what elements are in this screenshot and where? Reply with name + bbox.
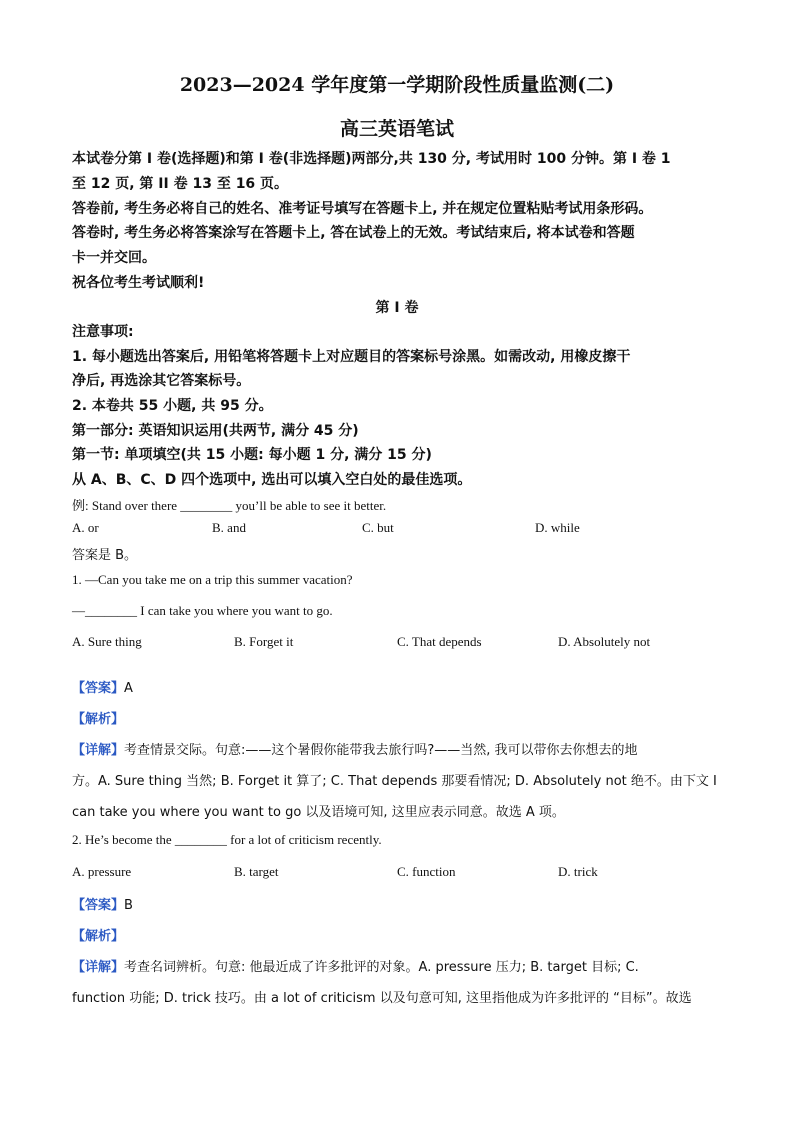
q1-analysis <box>72 708 124 727</box>
q1-option-a: A. Sure thing <box>72 634 142 649</box>
notes-line: 1. 每小题选出答案后, 用铅笔将答题卡上对应题目的答案标号涂黑。如需改动, 用橡皮擦干 <box>72 349 631 365</box>
q1-answer <box>72 677 133 696</box>
section-title: 第 I 卷 <box>375 300 419 316</box>
q1-option-c: C. That depends <box>397 634 482 649</box>
answer-value: A <box>124 681 133 696</box>
q2-answer <box>72 894 133 913</box>
q1-detail-line: 方。A. Sure thing 当然; B. Forget it 算了; C. That depends 那要看情况; D. Absolutely not 绝不。由下文 I <box>72 774 717 789</box>
detail-label: 【详解】 <box>72 743 125 758</box>
q2-option-c: C. function <box>397 864 456 879</box>
q1-detail-line: can take you where you want to go 以及语境可知, 这里应表示同意。故选 A 项。 <box>72 805 565 820</box>
q2-option-b: B. target <box>234 864 279 879</box>
example-answer: 答案是 B。 <box>72 548 138 563</box>
answer-value: B <box>124 898 133 913</box>
q2-stem: 2. He’s become the ________ for a lot of criticism recently. <box>72 832 382 847</box>
exam-subtitle: 高三英语笔试 <box>339 118 454 140</box>
intro-line: 答卷前, 考生务必将自己的姓名、准考证号填写在答题卡上, 并在规定位置粘贴考试用条形码。 <box>72 201 653 217</box>
analysis-label: 【解析】 <box>72 929 125 944</box>
example-option-a: A. or <box>72 520 99 535</box>
answer-label: 【答案】 <box>72 681 125 696</box>
q1-detail-line: 【详解】考查情景交际。句意:——这个暑假你能带我去旅行吗?——当然, 我可以带你去你想去的地 <box>72 743 638 758</box>
q2-option-a: A. pressure <box>72 864 132 879</box>
notes-line: 2. 本卷共 55 小题, 共 95 分。 <box>72 398 273 414</box>
q1-option-d: D. Absolutely not <box>558 634 651 649</box>
example-option-c: C. but <box>362 520 394 535</box>
example-option-d: D. while <box>535 520 580 535</box>
intro-line: 至 12 页, 第 II 卷 13 至 16 页。 <box>72 176 289 192</box>
notes-heading: 注意事项: <box>72 324 134 340</box>
q1-stem-line2: —________ I can take you where you want to go. <box>72 603 333 618</box>
notes-line: 净后, 再选涂其它答案标号。 <box>72 373 251 389</box>
analysis-label: 【解析】 <box>72 712 125 727</box>
section-heading: 第一节: 单项填空(共 15 小题: 每小题 1 分, 满分 15 分) <box>72 447 432 463</box>
intro-line: 卡一并交回。 <box>72 250 156 266</box>
intro-line: 祝各位考生考试顺利! <box>72 275 205 291</box>
q1-stem: 1. —Can you take me on a trip this summer vacation? <box>72 572 353 587</box>
part-heading: 第一部分: 英语知识运用(共两节, 满分 45 分) <box>72 423 359 439</box>
q2-analysis <box>72 925 124 944</box>
instruction: 从 A、B、C、D 四个选项中, 选出可以填入空白处的最佳选项。 <box>72 472 472 488</box>
q1-option-b: B. Forget it <box>234 634 294 649</box>
q2-detail-line: function 功能; D. trick 技巧。由 a lot of criticism 以及句意可知, 这里指他成为许多批评的 “目标”。故选 <box>72 991 692 1006</box>
example-option-b: B. and <box>212 520 246 535</box>
q2-detail-line: 【详解】考查名词辨析。句意: 他最近成了许多批评的对象。A. pressure 压力; B. target 目标; C. <box>72 960 639 975</box>
q2-option-d: D. trick <box>558 864 598 879</box>
detail-label: 【详解】 <box>72 960 125 975</box>
example-prompt: 例: Stand over there ________ you’ll be able to see it better. <box>72 498 387 513</box>
intro-line: 本试卷分第 I 卷(选择题)和第 I 卷(非选择题)两部分,共 130 分, 考试用时 100 分钟。第 I 卷 1 <box>72 151 671 167</box>
intro-line: 答卷时, 考生务必将答案涂写在答题卡上, 答在试卷上的无效。考试结束后, 将本试卷和答题 <box>72 225 635 241</box>
exam-title: 2023—2024 学年度第一学期阶段性质量监测(二) <box>179 74 615 96</box>
answer-label: 【答案】 <box>72 898 125 913</box>
